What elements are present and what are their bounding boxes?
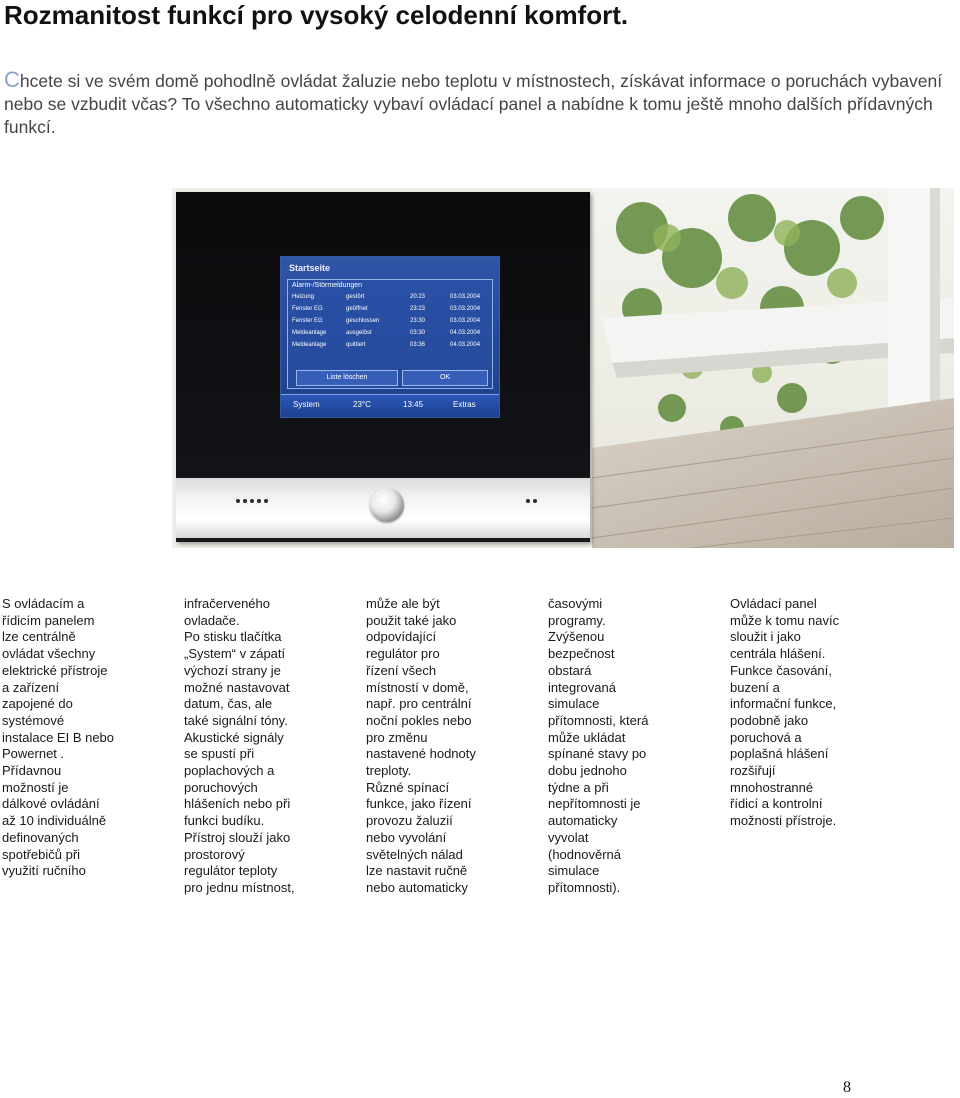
ok-button[interactable]: OK	[402, 370, 488, 386]
clear-list-button[interactable]: Liste löschen	[296, 370, 398, 386]
intro-text: hcete si ve svém domě pohodlně ovládat žaluzie nebo teplotu v místnostech, získávat informace o poruchách vybavení nebo se vzbudit včas? To všechno automaticky vybaví ovládací panel a nabídne k tomu ještě mnoho dalších přídavných funkcí.	[4, 71, 943, 137]
extras-button[interactable]: Extras	[453, 400, 476, 409]
alarm-source: Fenster EG	[292, 306, 323, 312]
alarm-source: Meldeanlage	[292, 330, 327, 336]
led-indicators-right	[526, 490, 540, 496]
alarm-date: 03.03.2004	[450, 306, 481, 312]
text-column-1: S ovládacím a řídicím panelem lze centrálně ovládat všechny elektrické přístroje a zařízení zapojené do systémové instalace EI B nebo Powernet . Přídavnou možností je dálkové ovládání až 10 individuálně definovaných spotřebičů při využití ručního	[2, 596, 115, 879]
alarm-list-title: Alarm-/Störmeldungen	[292, 282, 363, 289]
text-column-2: infračerveného ovladače. Po stisku tlačítka „System“ v zápatí výchozí strany je možné nastavovat datum, čas, ale také signální tóny. Akustické signály se spustí při poplachových a poruchových hlášeních nebo při funkci budíku. Přístroj slouží jako prostorový regulátor teploty pro jednu místnost,	[184, 596, 295, 895]
alarm-source: Heizung	[292, 294, 315, 300]
alarm-state: geschlossen	[346, 318, 380, 324]
system-button[interactable]: System	[293, 400, 320, 409]
alarm-source: Fenster EG	[292, 318, 323, 324]
intro-dropcap: C	[4, 67, 20, 92]
alarm-time: 20:23	[410, 294, 426, 300]
text-column-3: může ale být použit také jako odpovídající regulátor pro řízení všech místností v domě, např. pro centrální noční pokles nebo pro změnu nastavené hodnoty treploty. Různé spínací funkce, jako řízení provozu žaluzií nebo vyvolání světelných nálad lze nastavit ručně nebo automaticky	[366, 596, 476, 895]
alarm-state: geöffnet	[346, 306, 368, 312]
alarm-state: ausgelöst	[346, 330, 372, 336]
alarm-time: 23:30	[410, 318, 426, 324]
alarm-state: quittiert	[346, 342, 366, 348]
alarm-source: Meldeanlage	[292, 342, 327, 348]
alarm-list	[287, 279, 493, 389]
alarm-time: 23:23	[410, 306, 426, 312]
alarm-time: 03:30	[410, 330, 426, 336]
page-title: Rozmanitost funkcí pro vysoký celodenní komfort.	[4, 0, 629, 30]
device-screen	[280, 256, 500, 418]
alarm-state: gestört	[346, 294, 365, 300]
screen-header: Startseite	[289, 263, 331, 273]
alarm-date: 03.03.2004	[450, 318, 481, 324]
time-readout: 13:45	[403, 400, 424, 409]
intro-paragraph	[4, 68, 954, 139]
control-panel-device	[176, 192, 590, 542]
text-column-4: časovými programy. Zvýšenou bezpečnost obstará integrovaná simulace přítomnosti, která může ukládat spínané stavy po dobu jednoho týdne a při nepřítomnosti je automaticky vyvolat (hodnověrná simulace přítomnosti).	[548, 596, 649, 895]
alarm-date: 04.03.2004	[450, 330, 481, 336]
led-indicators-left	[236, 490, 271, 496]
product-photo	[172, 188, 954, 548]
alarm-date: 04.03.2004	[450, 342, 481, 348]
screen-status-bar	[281, 394, 499, 417]
temperature-readout: 23°C	[353, 400, 371, 409]
alarm-time: 03:36	[410, 342, 426, 348]
page-number: 8	[843, 1079, 851, 1096]
rotary-knob	[370, 488, 404, 522]
text-column-5: Ovládací panel může k tomu navíc sloužit i jako centrála hlášení. Funkce časování, buzení a informační funkce, podobně jako poruchová a poplašná hlášení rozšiřují mnohostranné řídicí a kontrolní možnosti přístroje.	[730, 596, 840, 829]
alarm-date: 03.03.2004	[450, 294, 481, 300]
